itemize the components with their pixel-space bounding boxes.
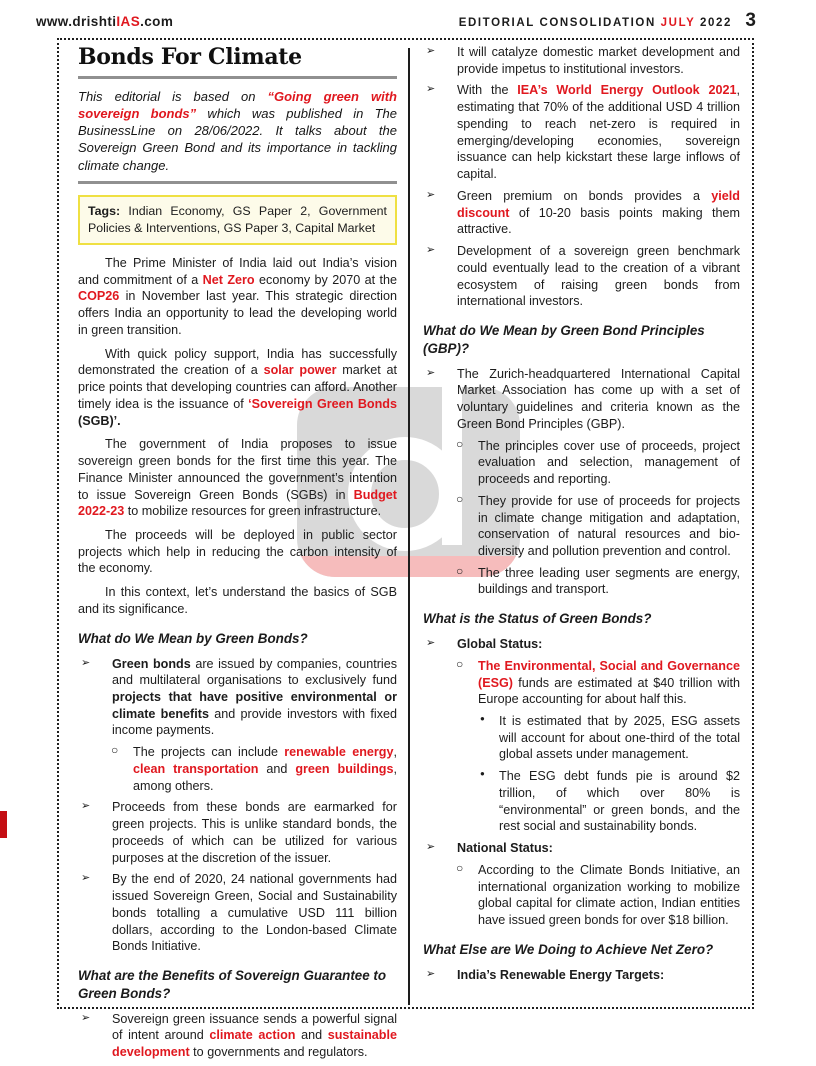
editorial-intro: This editorial is based on “Going green with sovereign bonds” which was published in The BusinessLine on 28/06/2022. It talks about the Sovereign Green Bond and its importance in tackling climate change. [78, 89, 397, 173]
paragraph: In this context, let’s understand the basics of SGB and its significance. [78, 585, 397, 616]
bookmark-tab [0, 811, 7, 838]
bullet-item: ➢ The Zurich-headquartered International Capital Market Association has come up with a set of voluntary guidelines and criteria known as the Green Bond Principles (GBP). [426, 366, 740, 431]
bullet-marker-icon: ➢ [81, 1011, 91, 1024]
section-heading: What do We Mean by Green Bonds? [78, 630, 308, 646]
right-column [423, 44, 740, 988]
bullet-item: ➢ It will catalyze domestic market development and provide impetus to institutional investors. [426, 45, 740, 76]
section-heading: What do We Mean by Green Bond Principles (GBP)? [423, 323, 705, 356]
bullet-marker-icon: ➢ [81, 656, 91, 669]
site-url [36, 14, 173, 29]
right-column-body [423, 44, 740, 983]
bullet-item: ➢ Global Status: [426, 637, 543, 652]
bullet-item: ○ They provide for use of proceeds for projects in climate change mitigation and adaptation, conservation of natural resources and bio-diversity and pollution prevention and control. [456, 491, 740, 559]
column-divider [408, 48, 410, 1005]
bullet-item: ○ The projects can include renewable energy, clean transportation and green buildings, among others. [111, 743, 398, 793]
bullet-marker-icon: ➢ [426, 83, 436, 96]
tags-label: Tags: [88, 203, 121, 218]
bullet-marker-icon: ➢ [426, 637, 436, 650]
title-rule-top [78, 76, 397, 79]
bullet-item: ➢ National Status: [426, 841, 553, 856]
tags-value: Indian Economy, GS Paper 2, Government Policies & Interventions, GS Paper 3, Capital Market [88, 203, 387, 235]
bullet-marker-icon: ○ [456, 656, 464, 671]
bullet-marker-icon: ➢ [81, 800, 91, 813]
paragraph: The proceeds will be deployed in public sector projects which help in reducing the carbon intensity of the economy. [78, 528, 397, 576]
bullet-item: ➢ Sovereign green issuance sends a powerful signal of intent around climate action and sustainable development to governments and regulators. [81, 1011, 397, 1060]
bullet-marker-icon: ➢ [426, 188, 436, 201]
edition-year: 2022 [700, 17, 732, 29]
bullet-marker-icon: ➢ [426, 45, 436, 57]
bullet-marker-icon: ➢ [426, 841, 436, 854]
article-title: Bonds For Climate [78, 44, 302, 70]
bullet-marker-icon: ● [480, 713, 485, 723]
bullet-item: ● It is estimated that by 2025, ESG assets will account for about one-third of the total global assets under management. [480, 713, 740, 762]
bullet-marker-icon: ○ [456, 563, 464, 578]
bullet-marker-icon: ➢ [426, 967, 436, 980]
bullet-item: ➢ By the end of 2020, 24 national governments had issued Sovereign Green, Social and Sustainability bonds totalling a cumulative USD 111 billion dollars, according to the London-based Climate Bonds Initiative. [81, 872, 397, 954]
bullet-marker-icon: ➢ [426, 366, 436, 379]
bullet-item: ➢ Green premium on bonds provides a yield discount of 10-20 basis points making them attractive. [426, 188, 740, 237]
page-number: 3 [745, 10, 756, 31]
bullet-item: ➢ Green bonds are issued by companies, countries and multilateral organisations to exclusively fund projects that have positive environmental or climate benefits and provide investors with fixed income payments. [81, 656, 398, 738]
site-url-prefix: www.drishti [36, 14, 117, 29]
bullet-marker-icon: ● [480, 769, 485, 779]
paragraph: With quick policy support, India has successfully demonstrated the creation of a solar power market at price points that developing countries can afford. Another timely idea is the issuance of ‘Sovereign Green Bonds (SGB)’. [78, 346, 398, 428]
section-heading: What are the Benefits of Sovereign Guarantee to Green Bonds? [78, 968, 387, 1001]
bullet-item: ➢ Development of a sovereign green benchmark could eventually lead to the creation of a vibrant ecosystem of raising green bonds from international investors. [426, 244, 740, 309]
bullet-item: ○ According to the Climate Bonds Initiative, an international organization working to mobilize global capital for climate action, Indian entities have issued green bonds for over $18 billion. [456, 860, 740, 928]
bullet-item: ➢ India’s Renewable Energy Targets: [426, 967, 665, 982]
section-heading: What is the Status of Green Bonds? [423, 611, 652, 627]
paragraph: The Prime Minister of India laid out India’s vision and commitment of a Net Zero economy by 2070 at the COP26 in November last year. This strategic direction offers India an opportunity to lead the developing world in green transition. [78, 256, 398, 337]
bullet-item: ○ The principles cover use of proceeds, project evaluation and selection, management of proceeds and reporting. [456, 436, 740, 487]
paragraph: The government of India proposes to issue sovereign green bonds for the first time this year. The Finance Minister announced the government’s intention to issue Sovereign Green Bonds (SGBs) in Budget 2022-23 to mobilize resources for green infrastructure. [78, 437, 397, 519]
bullet-item: ○ The three leading user segments are energy, buildings and transport. [456, 563, 740, 597]
bullet-marker-icon: ○ [456, 436, 464, 451]
bullet-item: ➢ With the IEA’s World Energy Outlook 2021, estimating that 70% of the additional USD 4 trillion spending to reach net-zero is required in emerging/developing economies, sovereign issuance can help kickstart these large inflows of capital. [426, 83, 740, 182]
site-url-suffix: .com [140, 14, 174, 29]
left-column [78, 44, 397, 1066]
bullet-marker-icon: ➢ [81, 872, 91, 885]
bullet-item: ○ The Environmental, Social and Governance (ESG) funds are estimated at $40 trillion with Europe accounting for about half this. [456, 656, 740, 707]
site-url-highlight: IAS [116, 14, 141, 29]
edition-month: JULY [660, 17, 696, 29]
title-rule-bottom [78, 181, 397, 184]
bullet-marker-icon: ○ [456, 860, 464, 875]
bullet-item: ● The ESG debt funds pie is around $2 trillion, of which over 80% is “environmental” or green bonds, and the rest social and sustainability bonds. [480, 769, 740, 834]
bullet-marker-icon: ➢ [426, 244, 436, 257]
left-column-body [78, 255, 397, 1061]
edition-label: EDITORIAL CONSOLIDATION [458, 17, 656, 29]
bullet-item: ➢ Proceeds from these bonds are earmarked for green projects. This is unlike standard bonds, the proceeds of which can be utilized for various purposes at the discretion of the issuer. [81, 800, 397, 865]
bullet-marker-icon: ○ [111, 743, 119, 758]
tags-box [78, 195, 397, 245]
bullet-marker-icon: ○ [456, 491, 464, 506]
edition-header [459, 17, 732, 29]
section-heading: What Else are We Doing to Achieve Net Zero? [423, 941, 714, 957]
